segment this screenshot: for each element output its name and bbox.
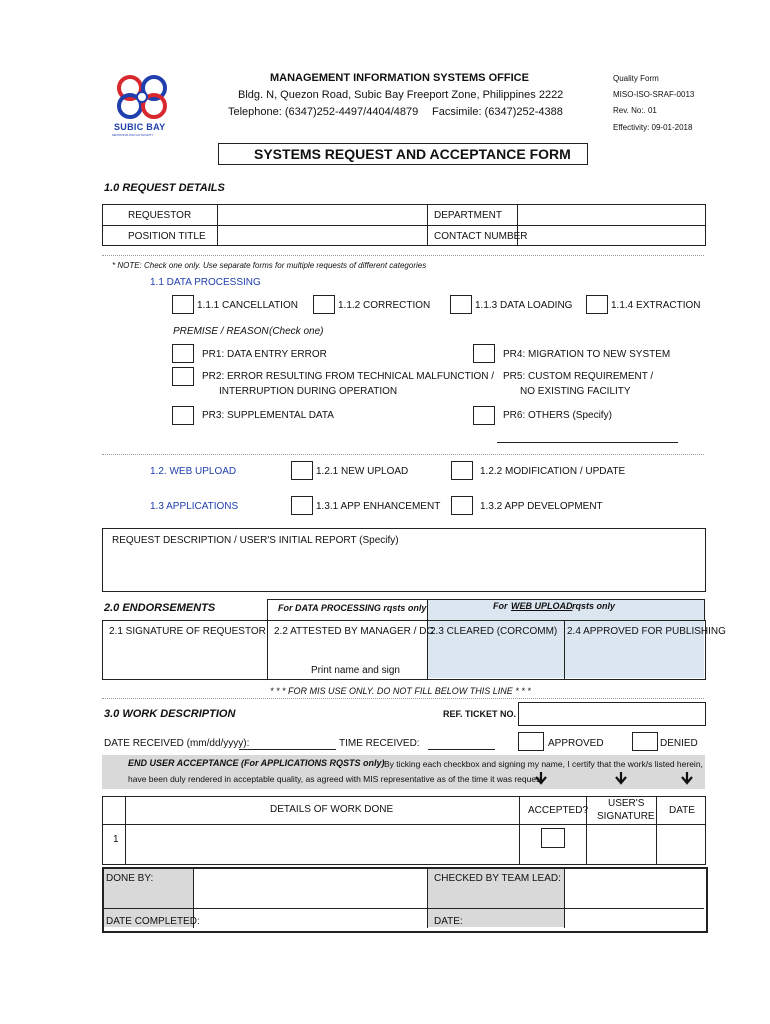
pr2-checkbox[interactable]	[172, 367, 194, 386]
department-field[interactable]	[518, 205, 704, 224]
office-facsimile: Facsimile: (6347)252-4388	[432, 106, 563, 118]
for-web-upload-prefix: For	[493, 601, 508, 611]
department-label: DEPARTMENT	[434, 210, 502, 221]
note-text: * NOTE: Check one only. Use separate forms for multiple requests of different categories	[112, 261, 427, 270]
for-web-upload-suffix: rqsts only	[572, 601, 616, 611]
cancellation-checkbox[interactable]	[172, 295, 194, 314]
date-received-field[interactable]	[239, 749, 336, 750]
data-processing-label: 1.1 DATA PROCESSING	[150, 277, 261, 288]
print-name-sign-label: Print name and sign	[311, 665, 400, 676]
date-completed-label: DATE COMPLETED:	[106, 916, 200, 927]
user-signature-header-line1: USER'S	[608, 798, 645, 809]
checked-by-label: CHECKED BY TEAM LEAD:	[434, 873, 561, 884]
web-upload-label: 1.2. WEB UPLOAD	[150, 466, 237, 477]
logo-subtext: METROPOLITAN AUTHORITY	[112, 133, 154, 137]
ref-ticket-field[interactable]	[518, 702, 706, 726]
cleared-corcomm-label: 2.3 CLEARED (CORCOMM)	[430, 626, 558, 637]
requestor-field[interactable]	[218, 205, 426, 224]
approved-publishing-label: 2.4 APPROVED FOR PUBLISHING	[567, 626, 726, 637]
correction-checkbox[interactable]	[313, 295, 335, 314]
office-telephone: Telephone: (6347)252-4497/4404/4879	[228, 106, 419, 118]
extraction-checkbox[interactable]	[586, 295, 608, 314]
time-received-field[interactable]	[428, 749, 495, 750]
app-development-checkbox[interactable]	[451, 496, 473, 515]
quality-form-label: Quality Form	[613, 74, 659, 83]
pr2-label-line1: PR2: ERROR RESULTING FROM TECHNICAL MALFUNCTION /	[202, 371, 495, 382]
new-upload-label: 1.2.1 NEW UPLOAD	[316, 466, 409, 477]
contact-number-label: CONTACT NUMBER	[434, 231, 528, 242]
pr6-specify-line[interactable]	[497, 442, 678, 443]
denied-checkbox[interactable]	[632, 732, 658, 751]
new-upload-checkbox[interactable]	[291, 461, 313, 480]
date-completed-field[interactable]	[194, 909, 426, 927]
acceptance-text-line2: have been duly rendered in acceptable quality, as agreed with MIS representative as of the time it was reques	[128, 774, 541, 784]
done-by-field[interactable]	[194, 869, 426, 907]
accepted-checkbox[interactable]	[541, 828, 565, 848]
modification-update-checkbox[interactable]	[451, 461, 473, 480]
attested-by-manager-field[interactable]	[268, 640, 426, 662]
data-loading-checkbox[interactable]	[450, 295, 472, 314]
app-enhancement-label: 1.3.1 APP ENHANCEMENT	[316, 501, 441, 512]
requestor-label: REQUESTOR	[128, 210, 192, 221]
data-loading-label: 1.1.3 DATA LOADING	[475, 300, 573, 311]
app-development-label: 1.3.2 APP DEVELOPMENT	[480, 501, 603, 512]
arrow-down-icon	[614, 771, 628, 785]
cleared-corcomm-field[interactable]	[428, 640, 563, 677]
position-title-label: POSITION TITLE	[128, 231, 206, 242]
effectivity-date: Effectivity: 09-01-2018	[613, 123, 693, 132]
date-received-label: DATE RECEIVED (mm/dd/yyyy):	[104, 738, 250, 749]
modification-update-label: 1.2.2 MODIFICATION / UPDATE	[480, 466, 626, 477]
acceptance-text-line1: By ticking each checkbox and signing my name, I certify that the work/s listed herein,	[384, 759, 703, 769]
user-signature-field[interactable]	[587, 825, 655, 863]
ref-ticket-label: REF. TICKET NO.	[443, 709, 517, 719]
premise-reason-label: PREMISE / REASON	[173, 326, 269, 337]
pr5-label-line2: NO EXISTING FACILITY	[520, 386, 631, 397]
accepted-header: ACCEPTED?	[528, 805, 589, 816]
form-code: MISO-ISO-SRAF-0013	[613, 90, 695, 99]
pr1-checkbox[interactable]	[172, 344, 194, 363]
approved-label: APPROVED	[548, 738, 604, 749]
revision-number: Rev. No:. 01	[613, 106, 657, 115]
pr2-label-line2: INTERRUPTION DURING OPERATION	[219, 386, 398, 397]
position-title-field[interactable]	[218, 226, 426, 244]
pr3-checkbox[interactable]	[172, 406, 194, 425]
extraction-label: 1.1.4 EXTRACTION	[611, 300, 701, 311]
office-address: Bldg. N, Quezon Road, Subic Bay Freeport Zone, Philippines 2222	[238, 89, 564, 101]
arrow-down-icon	[680, 771, 694, 785]
app-enhancement-checkbox[interactable]	[291, 496, 313, 515]
details-work-done-header: DETAILS OF WORK DONE	[270, 804, 394, 815]
pr1-label: PR1: DATA ENTRY ERROR	[202, 349, 327, 360]
pr4-label: PR4: MIGRATION TO NEW SYSTEM	[503, 349, 671, 360]
contact-number-field[interactable]	[518, 226, 704, 244]
subic-bay-logo-icon	[108, 72, 178, 122]
user-signature-header-line2: SIGNATURE	[597, 811, 655, 822]
section-1-heading: 1.0 REQUEST DETAILS	[104, 182, 225, 194]
done-by-label: DONE BY:	[106, 873, 154, 884]
approved-checkbox[interactable]	[518, 732, 544, 751]
signature-of-requestor-field[interactable]	[103, 640, 266, 677]
approved-publishing-field[interactable]	[565, 640, 703, 677]
mis-use-only-notice: * * * FOR MIS USE ONLY. DO NOT FILL BELOW THIS LINE * * *	[270, 686, 531, 696]
request-description-label: REQUEST DESCRIPTION / USER'S INITIAL REPORT (Specify)	[112, 535, 399, 546]
form-title-text: SYSTEMS REQUEST AND ACCEPTANCE FORM	[254, 146, 571, 162]
work-done-details-field[interactable]	[126, 825, 518, 863]
office-name: MANAGEMENT INFORMATION SYSTEMS OFFICE	[270, 72, 529, 84]
pr5-label-line1: PR5: CUSTOM REQUIREMENT /	[503, 371, 654, 382]
logo-text: SUBIC BAY	[114, 122, 166, 132]
checked-by-field[interactable]	[565, 869, 702, 907]
acceptance-title: END USER ACCEPTANCE (For APPLICATIONS RQSTS only)	[128, 758, 385, 768]
section-2-heading: 2.0 ENDORSEMENTS	[104, 602, 216, 614]
pr4-checkbox[interactable]	[473, 344, 495, 363]
section-3-heading: 3.0 WORK DESCRIPTION	[104, 708, 236, 720]
applications-label: 1.3 APPLICATIONS	[150, 501, 239, 512]
date-header: DATE	[669, 805, 695, 816]
denied-label: DENIED	[660, 738, 698, 749]
for-data-processing-label: For DATA PROCESSING rqsts only	[278, 603, 427, 613]
time-received-label: TIME RECEIVED:	[339, 738, 420, 749]
work-date-field[interactable]	[657, 825, 703, 863]
pr6-label: PR6: OTHERS (Specify)	[503, 410, 612, 421]
checked-date-label: DATE:	[434, 916, 463, 927]
signature-of-requestor-label: 2.1 SIGNATURE OF REQUESTOR	[109, 626, 266, 637]
cancellation-label: 1.1.1 CANCELLATION	[197, 300, 298, 311]
attested-by-manager-label: 2.2 ATTESTED BY MANAGER / DC	[274, 626, 434, 637]
for-web-upload-label: WEB UPLOAD	[511, 601, 573, 611]
pr6-checkbox[interactable]	[473, 406, 495, 425]
pr3-label: PR3: SUPPLEMENTAL DATA	[202, 410, 334, 421]
row-number: 1	[113, 834, 119, 845]
checked-date-field[interactable]	[565, 909, 702, 927]
arrow-down-icon	[534, 771, 548, 785]
check-one-label: (Check one)	[269, 326, 324, 337]
correction-label: 1.1.2 CORRECTION	[338, 300, 431, 311]
logo	[108, 72, 178, 136]
